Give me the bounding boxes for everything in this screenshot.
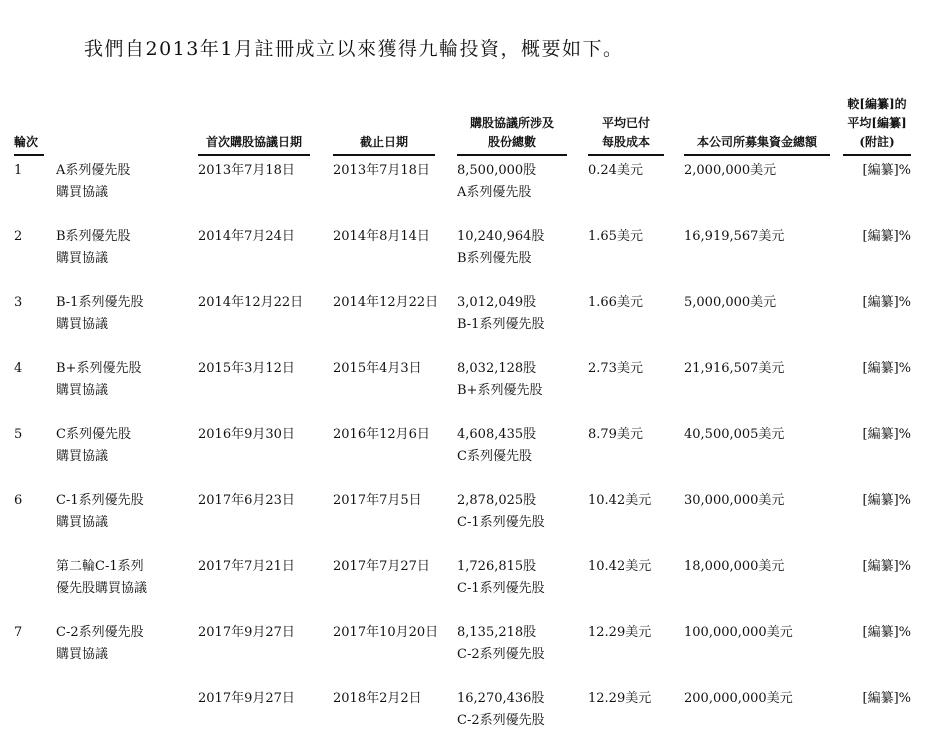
cell-shares-line: C-1系列優先股 (457, 581, 545, 596)
cell-shares (457, 292, 585, 336)
header-avg-cost-line1: 平均已付 (601, 116, 650, 130)
cell-discount: [編纂]% (862, 625, 911, 640)
cell-agreement-name-line: 優先股購買協議 (56, 581, 148, 596)
header-rule-round (14, 154, 44, 156)
cell-agreement-name (56, 556, 196, 600)
cell-avg-cost: 10.42美元 (588, 493, 652, 508)
cell-first-date: 2017年6月23日 (198, 493, 295, 508)
header-rule-discount (843, 154, 911, 156)
cell-shares-line: 2,878,025股 (457, 493, 537, 508)
cell-shares-line: C-2系列優先股 (457, 647, 545, 662)
cell-agreement-name-line: B+系列優先股 (56, 361, 142, 376)
cell-first-date: 2017年7月21日 (198, 559, 295, 574)
header-rule-total (684, 154, 830, 156)
cell-shares-line: A系列優先股 (457, 185, 532, 200)
header-first-date: 首次購股協議日期 (205, 135, 302, 149)
cell-first-date: 2015年3月12日 (198, 361, 295, 376)
header-shares-line1: 購股協議所涉及 (469, 116, 554, 130)
cell-close-date: 2013年7月18日 (333, 163, 430, 178)
cell-round-number: 4 (14, 361, 23, 376)
cell-shares (457, 226, 585, 270)
cell-shares-line: 3,012,049股 (457, 295, 537, 310)
cell-agreement-name (56, 622, 196, 666)
cell-agreement-name-line: A系列優先股 (56, 163, 131, 178)
cell-round-number: 5 (14, 427, 23, 442)
cell-shares-line: B-1系列優先股 (457, 317, 545, 332)
cell-total-raised: 21,916,507美元 (684, 361, 785, 376)
header-discount (843, 95, 911, 152)
cell-discount: [編纂]% (862, 229, 911, 244)
cell-discount: [編纂]% (862, 361, 911, 376)
cell-close-date: 2017年7月5日 (333, 493, 422, 508)
cell-avg-cost: 1.66美元 (588, 295, 643, 310)
cell-round-number: 1 (14, 163, 23, 178)
cell-close-date: 2016年12月6日 (333, 427, 430, 442)
cell-avg-cost: 10.42美元 (588, 559, 652, 574)
cell-round-number: 7 (14, 625, 23, 640)
cell-shares-line: 16,270,436股 (457, 691, 545, 706)
cell-shares-line: 8,135,218股 (457, 625, 537, 640)
cell-total-raised: 100,000,000美元 (684, 625, 793, 640)
cell-agreement-name-line: B系列優先股 (56, 229, 131, 244)
cell-shares (457, 622, 585, 666)
header-discount-line1: 較[編纂]的 (847, 97, 907, 111)
header-rule-first-date (198, 154, 310, 156)
cell-total-raised: 30,000,000美元 (684, 493, 785, 508)
cell-agreement-name-line: 購買協議 (56, 317, 109, 332)
cell-discount: [編纂]% (862, 427, 911, 442)
intro-paragraph: 我們自2013年1月註冊成立以來獲得九輪投資，概要如下。 (84, 38, 624, 60)
cell-avg-cost: 8.79美元 (588, 427, 643, 442)
cell-agreement-name-line: C-2系列優先股 (56, 625, 144, 640)
cell-agreement-name-line: 購買協議 (56, 185, 109, 200)
header-discount-line2: 平均[編纂] (847, 116, 907, 130)
cell-first-date: 2014年7月24日 (198, 229, 295, 244)
cell-shares-line: C-2系列優先股 (457, 713, 545, 728)
cell-shares-line: C系列優先股 (457, 449, 532, 464)
cell-discount: [編纂]% (862, 493, 911, 508)
cell-agreement-name-line: 第二輪C-1系列 (56, 559, 144, 574)
cell-close-date: 2014年12月22日 (333, 295, 439, 310)
cell-first-date: 2013年7月18日 (198, 163, 295, 178)
cell-avg-cost: 0.24美元 (588, 163, 643, 178)
cell-round-number: 3 (14, 295, 23, 310)
cell-first-date: 2017年9月27日 (198, 625, 295, 640)
cell-total-raised: 16,919,567美元 (684, 229, 785, 244)
cell-total-raised: 2,000,000美元 (684, 163, 777, 178)
cell-avg-cost: 1.65美元 (588, 229, 643, 244)
cell-discount: [編纂]% (862, 559, 911, 574)
cell-shares-line: 8,500,000股 (457, 163, 537, 178)
cell-agreement-name (56, 490, 196, 534)
cell-agreement-name-line: C系列優先股 (56, 427, 131, 442)
cell-close-date: 2018年2月2日 (333, 691, 422, 706)
cell-close-date: 2017年7月27日 (333, 559, 430, 574)
header-close-date: 截止日期 (359, 135, 408, 149)
cell-first-date: 2014年12月22日 (198, 295, 304, 310)
cell-shares (457, 688, 585, 732)
cell-first-date: 2017年9月27日 (198, 691, 295, 706)
cell-agreement-name (56, 226, 196, 270)
cell-shares (457, 490, 585, 534)
cell-agreement-name-line: 購買協議 (56, 449, 109, 464)
header-rule-shares (457, 154, 567, 156)
cell-shares-line: 4,608,435股 (457, 427, 537, 442)
cell-total-raised: 18,000,000美元 (684, 559, 785, 574)
cell-shares (457, 160, 585, 204)
cell-shares-line: 8,032,128股 (457, 361, 537, 376)
header-rule-close-date (333, 154, 435, 156)
cell-agreement-name-line: 購買協議 (56, 515, 109, 530)
cell-shares-line: C-1系列優先股 (457, 515, 545, 530)
cell-shares-line: B系列優先股 (457, 251, 532, 266)
cell-shares-line: 10,240,964股 (457, 229, 545, 244)
cell-first-date: 2016年9月30日 (198, 427, 295, 442)
cell-agreement-name (56, 424, 196, 468)
cell-discount: [編纂]% (862, 163, 911, 178)
cell-round-number: 2 (14, 229, 23, 244)
cell-total-raised: 200,000,000美元 (684, 691, 793, 706)
cell-total-raised: 40,500,005美元 (684, 427, 785, 442)
cell-discount: [編纂]% (862, 691, 911, 706)
cell-shares-line: 1,726,815股 (457, 559, 537, 574)
header-round: 輪次 (14, 135, 39, 149)
cell-agreement-name-line: B-1系列優先股 (56, 295, 144, 310)
cell-agreement-name-line: 購買協議 (56, 383, 109, 398)
cell-close-date: 2014年8月14日 (333, 229, 430, 244)
header-avg-cost (588, 114, 664, 152)
cell-agreement-name-line: C-1系列優先股 (56, 493, 144, 508)
cell-agreement-name (56, 292, 196, 336)
header-rule-avg-cost (588, 154, 664, 156)
cell-discount: [編纂]% (862, 295, 911, 310)
cell-avg-cost: 12.29美元 (588, 691, 652, 706)
cell-shares-line: B+系列優先股 (457, 383, 543, 398)
cell-agreement-name-line: 購買協議 (56, 251, 109, 266)
cell-shares (457, 424, 585, 468)
header-shares (457, 114, 567, 152)
cell-avg-cost: 2.73美元 (588, 361, 643, 376)
cell-round-number: 6 (14, 493, 23, 508)
cell-agreement-name (56, 160, 196, 204)
cell-close-date: 2015年4月3日 (333, 361, 422, 376)
header-total: 本公司所募集資金總額 (696, 135, 817, 149)
cell-total-raised: 5,000,000美元 (684, 295, 777, 310)
header-shares-line2: 股份總數 (487, 135, 536, 149)
header-discount-line3: (附註) (859, 135, 895, 149)
cell-avg-cost: 12.29美元 (588, 625, 652, 640)
cell-shares (457, 358, 585, 402)
cell-close-date: 2017年10月20日 (333, 625, 439, 640)
header-avg-cost-line2: 每股成本 (601, 135, 650, 149)
cell-shares (457, 556, 585, 600)
cell-agreement-name (56, 358, 196, 402)
cell-agreement-name-line: 購買協議 (56, 647, 109, 662)
